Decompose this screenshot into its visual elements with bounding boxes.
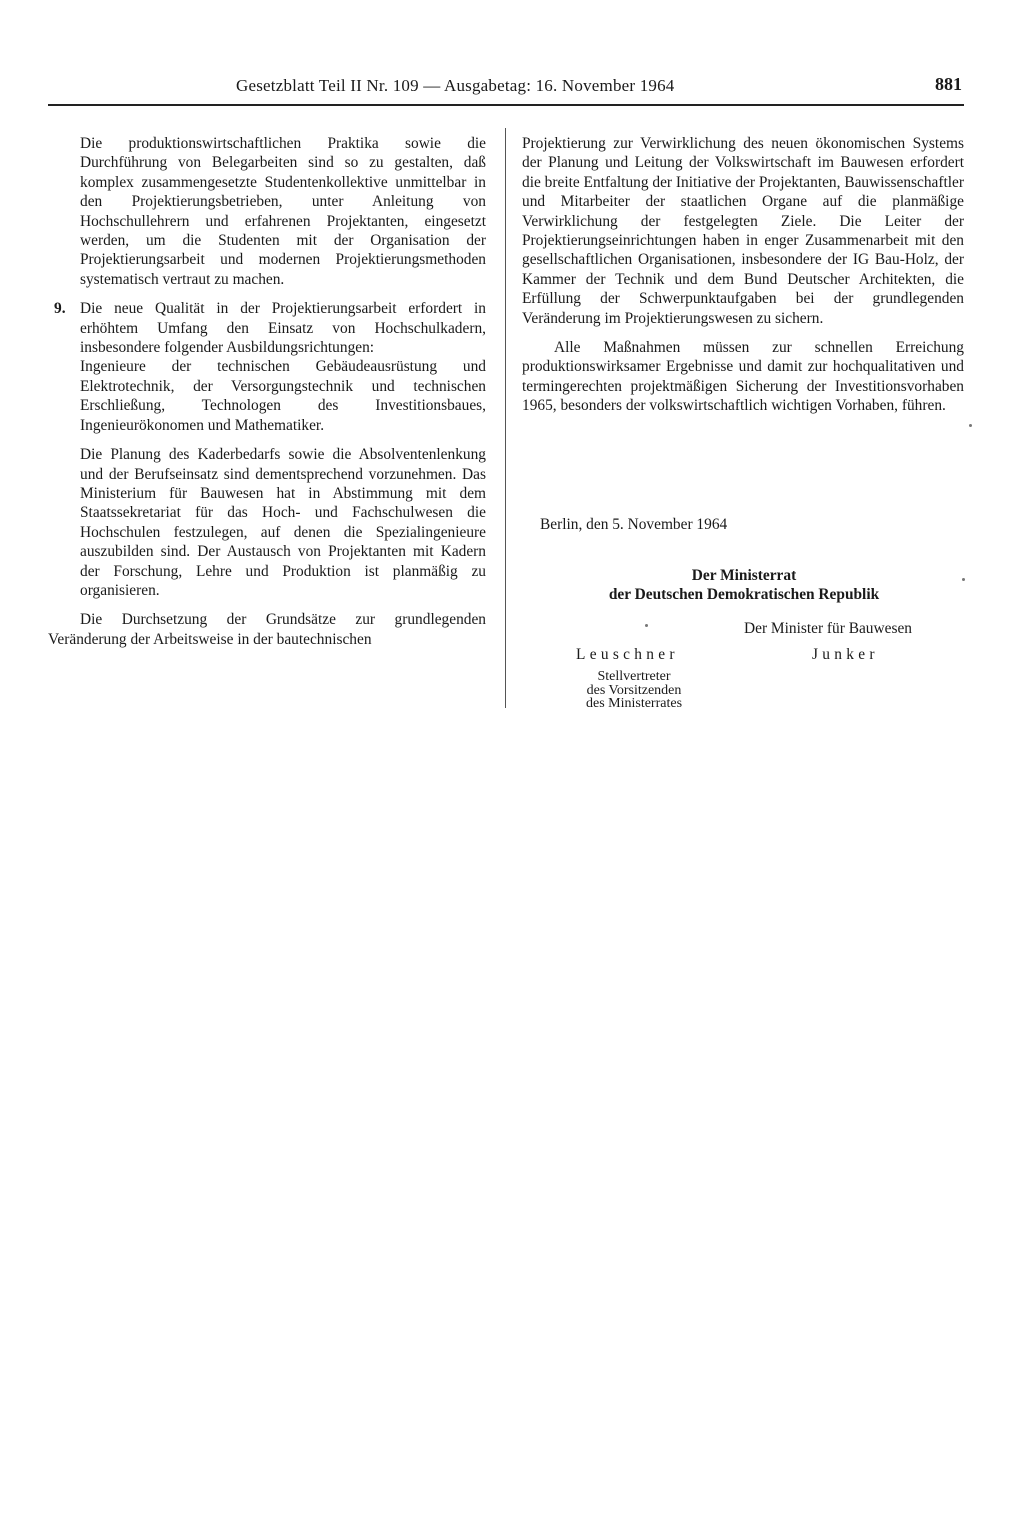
column-divider	[505, 128, 506, 708]
gazette-title: Gesetzblatt Teil II Nr. 109 — Ausgabetag: 16. November 1964	[236, 76, 675, 95]
page-number: 881	[935, 74, 962, 94]
paragraph-durchsetzung: Die Durchsetzung der Grundsätze zur grundlegenden Veränderung der Arbeitsweise in der bautechnischen	[48, 611, 486, 648]
paragraph-praktika: Die produktionswirtschaftlichen Praktika sowie die Durchführung von Belegarbeiten sind so zu gestalten, daß komplex zusammengesetzte Studentenkollektive unmittelbar in den Projektierungsbetrieben, unter Anleitung von Hochschullehrern und erfahrenen Projektanten, eingesetzt werden, um die Studenten mit der Organisation der Projektierungsarbeit und modernen Projektierungsmethoden systematisch vertraut zu machen.	[80, 135, 486, 288]
item-9-planning: Die Planung des Kaderbedarfs sowie die Absolventenlenkung und der Berufseinsatz sind dementsprechend vorzunehmen. Das Ministerium für Bauwesen hat in Abstimmung mit dem Staatssekretariat für das Hoch- und Fachschulwesen die Hochschulen festzulegen, auf denen die Spezialingenieure auszubilden sind. Der Austausch von Projektanten mit Kadern der Forschung, Lehre und Produktion ist planmäßig zu organisieren.	[80, 446, 486, 599]
place-date: Berlin, den 5. November 1964	[540, 516, 728, 533]
header-rule	[48, 104, 964, 106]
item-9	[48, 299, 486, 600]
right-column	[522, 134, 964, 416]
signatory-name-right: Junker	[812, 646, 879, 663]
issuing-body	[560, 566, 928, 604]
signatory-role	[560, 670, 708, 711]
item-9-intro: Die neue Qualität in der Projektierungsarbeit erfordert in erhöhtem Umfang den Einsatz von Hochschulkadern, insbesondere folgender Ausbildungsrichtungen:	[80, 300, 486, 357]
signatory-role-line-2: des Vorsitzenden	[586, 682, 682, 698]
signatory-role-line-1: Stellvertreter	[597, 669, 671, 684]
print-speck	[962, 578, 965, 581]
signatory-role-line-3: des Ministerrates	[585, 696, 683, 711]
signatory-name-left: Leuschner	[576, 646, 679, 663]
item-9-number: 9.	[54, 300, 66, 318]
item-9-list: Ingenieure der technischen Gebäudeausrüstung und Elektrotechnik, der Versorgungstechnik und technischen Erschließung, Technologen des Investitionsbaues, Ingenieurökonomen und Mathematiker.	[80, 358, 486, 434]
issuing-body-line-2: der Deutschen Demokratischen Republik	[608, 586, 880, 603]
paragraph-massnahmen: Alle Maßnahmen müssen zur schnellen Erreichung produktionswirksamer Ergebnisse und damit zur hochqualitativen und termingerechten projektmäßigen Sicherung der Investitionsvorhaben 1965, besonders der volkswirtschaftlich wichtigen Vorhaben, führen.	[522, 339, 964, 415]
print-speck	[969, 424, 972, 427]
print-speck	[645, 624, 648, 627]
page-header	[46, 72, 964, 100]
paragraph-projektierung: Projektierung zur Verwirklichung des neuen ökonomischen Systems der Planung und Leitung der Volkswirtschaft im Bauwesen erfordert die breite Entfaltung der Initiative der Projektanten, Bauwissenschaftler und Mitarbeiter der staatlichen Organe auf die planmäßige Verwirklichung der festgelegten Ziele. Die Leiter der Projektierungseinrichtungen haben in enger Zusammenarbeit mit den gesellschaftlichen Organisationen, insbesondere der IG Bau-Holz, der Kammer der Technik und dem Bund Deutscher Architekten, die Erfüllung der Schwerpunktaufgaben bei der grundlegenden Veränderung im Projektierungswesen zu sichern.	[522, 135, 964, 327]
issuing-body-line-1: Der Ministerrat	[691, 567, 797, 584]
minister-title: Der Minister für Bauwesen	[744, 620, 912, 637]
left-column	[48, 134, 486, 649]
